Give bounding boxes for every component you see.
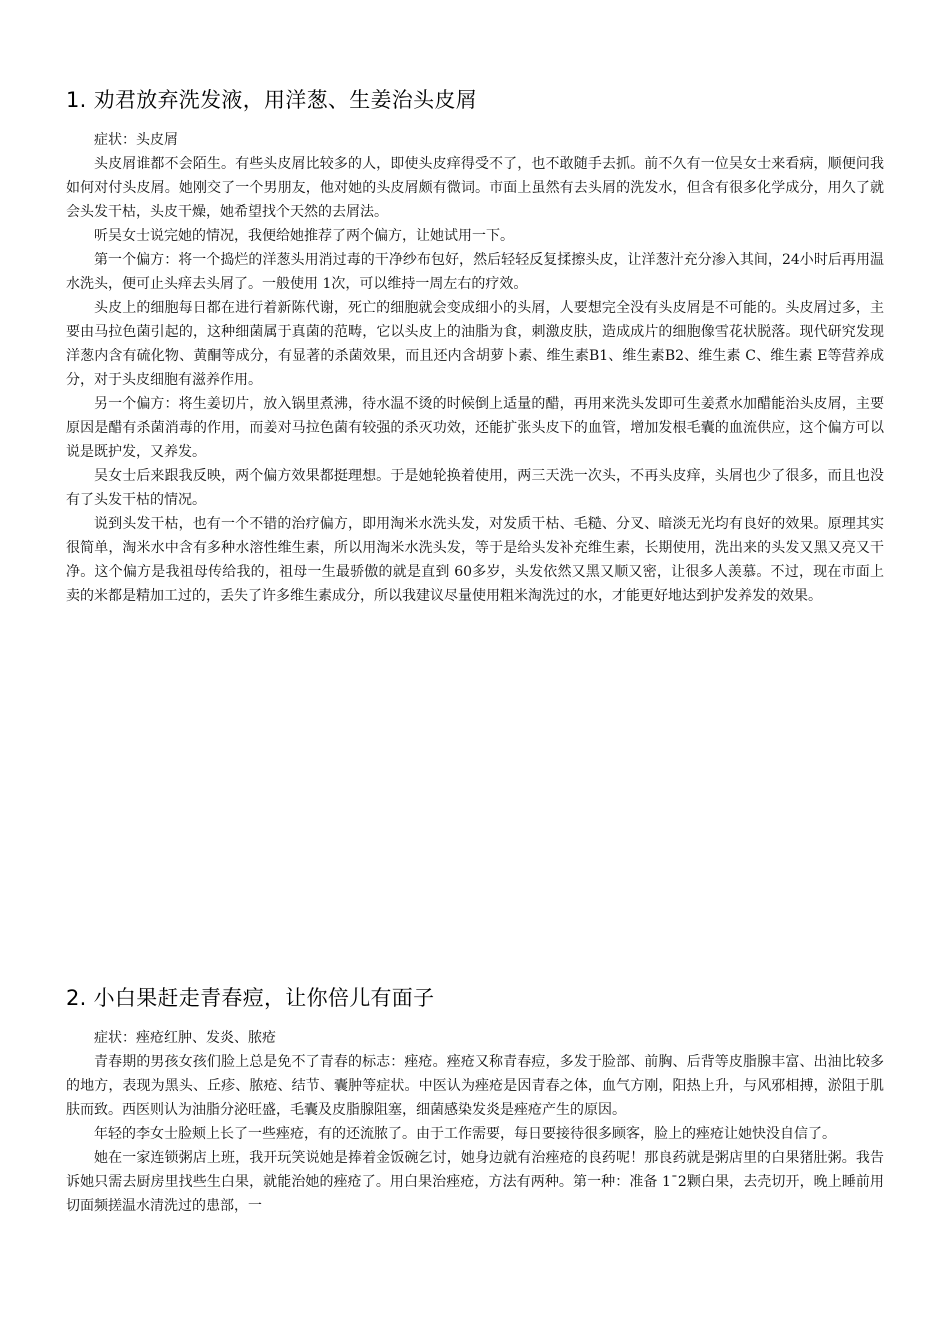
- paragraph: 青春期的男孩女孩们脸上总是免不了青春的标志：痤疮。痤疮又称青春痘，多发于脸部、前胸、后背等皮脂腺丰富、出油比较多的地方，表现为黑头、丘疹、脓疮、结节、囊肿等症状。中医认为痤疮是因青春之体，血气方刚，阳热上升，与风邪相搏，淤阻于肌肤而致。西医则认为油脂分泌旺盛，毛囊及皮脂腺阻塞，细菌感染发炎是痤疮产生的原因。: [66, 1054, 884, 1118]
- section-title: 2. 小白果赶走青春痘，让你倍儿有面子: [66, 986, 435, 1010]
- paragraph: 另一个偏方：将生姜切片，放入锅里煮沸，待水温不烫的时候倒上适量的醋，再用来洗头发即可生姜煮水加醋能治头皮屑，主要原因是醋有杀菌消毒的作用，而姜对马拉色菌有较强的杀灭功效，还能扩张头皮下的血管，增加发根毛囊的血流供应，这个偏方可以说是既护发，又养发。: [66, 396, 884, 460]
- paragraph: 说到头发干枯，也有一个不错的治疗偏方，即用淘米水洗头发，对发质干枯、毛糙、分叉、暗淡无光均有良好的效果。原理其实很简单，淘米水中含有多种水溶性维生素，所以用淘米水洗头发，等于是给头发补充维生素，长期使用，洗出来的头发又黑又亮又干净。这个偏方是我祖母传给我的，祖母一生最骄傲的就是直到 60多岁，头发依然又黑又顺又密，让很多人羡慕。不过，现在市面上卖的米都是精加工过的，丢失了许多维生素成分，所以我建议尽量使用粗米淘洗过的水，才能更好地达到护发养发的效果。: [66, 516, 884, 604]
- paragraph: 头皮屑谁都不会陌生。有些头皮屑比较多的人，即使头皮痒得受不了，也不敢随手去抓。前不久有一位吴女士来看病，顺便问我如何对付头皮屑。她刚交了一个男朋友，他对她的头皮屑颇有微词。市面上虽然有去头屑的洗发水，但含有很多化学成分，用久了就会头发干枯，头皮干燥，她希望找个天然的去屑法。: [66, 156, 884, 220]
- section-title: 1. 劝君放弃洗发液，用洋葱、生姜治头皮屑: [66, 88, 478, 112]
- symptom-line: 症状：头皮屑: [94, 132, 178, 148]
- section-acne: [66, 984, 884, 1218]
- paragraph: 年轻的李女士脸颊上长了一些痤疮，有的还流脓了。由于工作需要，每日要接待很多顾客，脸上的痤疮让她快没自信了。: [94, 1126, 836, 1142]
- paragraph: 她在一家连锁粥店上班，我开玩笑说她是捧着金饭碗乞讨，她身边就有治痤疮的良药呢！那良药就是粥店里的白果猪肚粥。我告诉她只需去厨房里找些生白果，就能治她的痤疮了。用白果治痤疮，方法有两种。第一种：准备 1¯2颗白果，去壳切开，晚上睡前用切面频搓温水清洗过的患部，一: [66, 1150, 884, 1214]
- paragraph: 吴女士后来跟我反映，两个偏方效果都挺理想。于是她轮换着使用，两三天洗一次头，不再头皮痒，头屑也少了很多，而且也没有了头发干枯的情况。: [66, 468, 884, 508]
- paragraph: 头皮上的细胞每日都在进行着新陈代谢，死亡的细胞就会变成细小的头屑，人要想完全没有头皮屑是不可能的。头皮屑过多，主要由马拉色菌引起的，这种细菌属于真菌的范畴，它以头皮上的油脂为食，刺激皮肤，造成成片的细胞像雪花状脱落。现代研究发现洋葱内含有硫化物、黄酮等成分，有显著的杀菌效果，而且还内含胡萝卜素、维生素B1、维生素B2、维生素 C、维生素 E等营养成分，对于头皮细胞有滋养作用。: [66, 300, 884, 388]
- section-dandruff: [66, 86, 884, 608]
- symptom-line: 症状：痤疮红肿、发炎、脓疮: [94, 1030, 276, 1046]
- paragraph: 听吴女士说完她的情况，我便给她推荐了两个偏方，让她试用一下。: [94, 228, 514, 244]
- paragraph: 第一个偏方：将一个捣烂的洋葱头用消过毒的干净纱布包好，然后轻轻反复揉擦头皮，让洋葱汁充分渗入其间，24小时后再用温水洗头，便可止头痒去头屑了。一般使用 1次，可以维持一周左右的疗效。: [66, 252, 884, 292]
